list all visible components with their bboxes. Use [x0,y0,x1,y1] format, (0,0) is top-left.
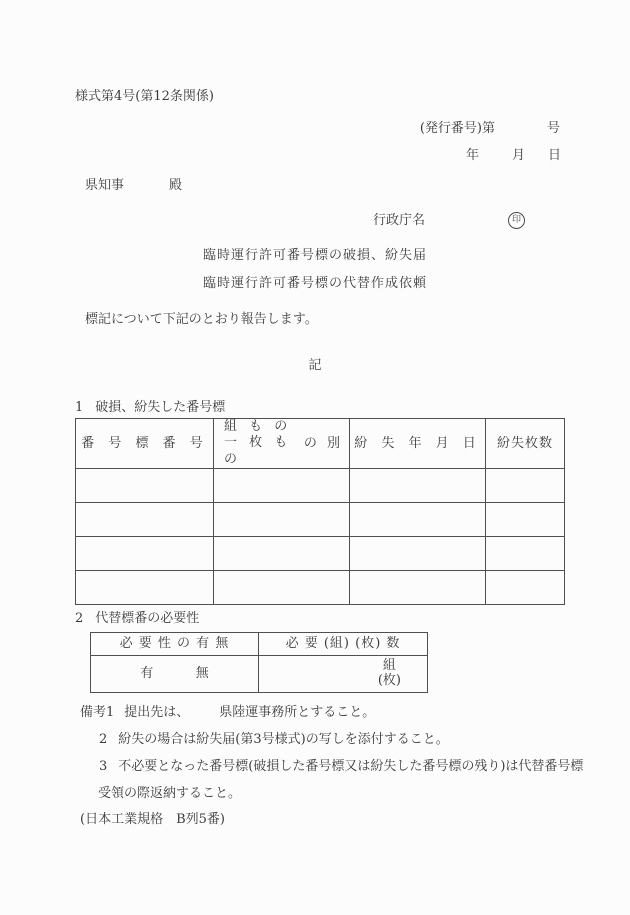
note-3 [99,758,583,776]
section2-number: 2 [75,611,84,626]
need-header: 必 要 性 の 有 無 [91,633,259,656]
notes-label: 備考1 [80,705,115,720]
note-1-post: 県陸運事務所とすること。 [219,705,376,720]
table-row [76,570,565,604]
ki-marker: 記 [308,358,322,373]
col-lost-count-header: 紛失枚数 [486,419,565,469]
intro-sentence: 標記について下記のとおり報告します。 [85,312,318,327]
date-year-label: 年 [465,148,479,163]
table-header-row [76,419,565,469]
date-month-label: 月 [511,148,525,163]
empty-cell [486,468,565,502]
addressee-honorific: 殿 [169,178,183,193]
col-lost-date-header: 紛 失 年 月 日 [350,419,486,469]
empty-cell [214,536,350,570]
empty-cell [350,468,486,502]
section1-title: 破損、紛失した番号標 [95,400,226,415]
issue-number-suffix: 号 [546,121,560,136]
empty-cell [76,570,214,604]
option-yes: 有 [140,666,154,682]
unit-set-label: 組 [382,657,396,673]
note-2 [99,731,449,749]
replacement-need-table [90,632,428,693]
empty-cell [214,570,350,604]
addressee-line [85,177,182,195]
table-row [76,502,565,536]
document-title-1: 臨時運行許可番号標の破損、紛失届 [202,248,427,263]
document-title-2: 臨時運行許可番号標の代替作成依頼 [202,276,427,291]
empty-cell [350,502,486,536]
col-kind-header [214,419,350,469]
empty-cell [486,570,565,604]
issue-number-line [420,120,560,138]
lost-plate-table [75,418,565,605]
note-1-pre: 提出先は、 [124,705,190,720]
table-row [76,468,565,502]
jis-standard-label: (日本工業規格 B列5番) [80,812,225,827]
option-no: 無 [195,666,209,682]
section1-heading [75,399,225,417]
empty-cell [214,468,350,502]
note-3-line1: 不必要となった番号標(破損した番号標又は紛失した番号標の残り)は代替番号標 [118,759,584,774]
note-3-continued: 受領の際返納すること。 [98,786,242,801]
date-line [466,147,561,165]
note-3-number: 3 [99,759,108,774]
empty-cell [350,536,486,570]
empty-cell [486,502,565,536]
section2-title: 代替標番の必要性 [95,611,200,626]
seal-icon: 印 [508,212,525,229]
kind-line1: 組 も の [224,419,292,434]
table-header-row [91,633,428,656]
kind-line2: 一 枚 も の [224,435,292,467]
need-options-cell [91,656,259,693]
date-day-label: 日 [547,148,561,163]
addressee-title: 県知事 [85,178,125,193]
section1-number: 1 [75,400,84,415]
quantity-cell [259,656,428,693]
empty-cell [76,536,214,570]
note-2-number: 2 [99,732,108,747]
note-2-text: 紛失の場合は紛失届(第3号様式)の写しを添付すること。 [118,732,449,747]
empty-cell [76,468,214,502]
table-row [76,536,565,570]
unit-sheet-label: (枚) [377,672,401,688]
empty-cell [214,502,350,536]
agency-name-label: 行政庁名 [373,213,426,228]
kind-suffix: の 別 [303,435,343,451]
empty-cell [350,570,486,604]
col-plate-number-header: 番 号 標 番 号 [76,419,214,469]
issue-number-prefix: (発行番号)第 [419,121,495,136]
empty-cell [76,502,214,536]
form-number-label: 様式第4号(第12条関係) [75,89,214,104]
quantity-header: 必 要 (組) (枚) 数 [259,633,428,656]
note-1 [80,704,375,722]
empty-cell [486,536,565,570]
table-row [91,656,428,693]
section2-heading [75,610,199,628]
